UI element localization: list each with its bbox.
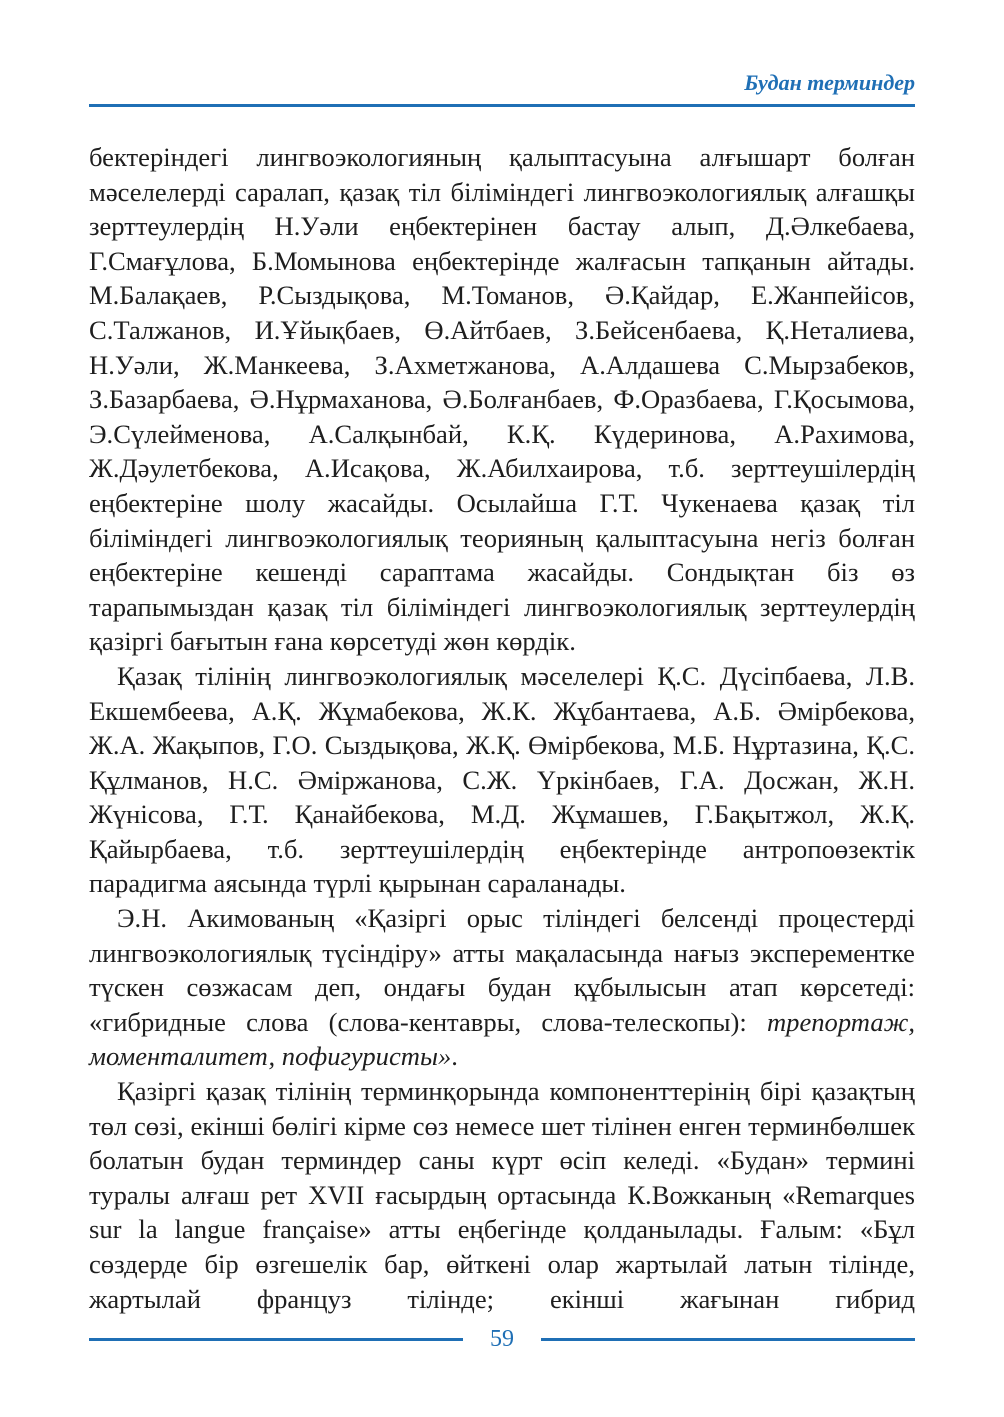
paragraph-3-text: Э.Н. Акимованың «Қазіргі орыс тіліндегі белсенді процестерді лингвоэкологиялық түсіндіру» атты мақаласында нағыз эксперементке түскен сөзжасам деп, ондағы будан құбылысын атап көрсетеді: «гибридные слова (слова-кентавры, слова-телескопы): (89, 903, 915, 1037)
running-header-title: Будан терминдер (744, 70, 915, 95)
paragraph-3-italic-examples: трепортаж, моменталитет, пофигуристы» (89, 1006, 915, 1072)
paragraph-3 (89, 901, 915, 1074)
paragraph-2: Қазақ тілінің лингвоэкологиялық мәселелері Қ.С. Дүсіпбаева, Л.В. Екшембеева, А.Қ. Жұмабекова, Ж.К. Жұбантаева, А.Б. Әмірбекова, Ж.А. Жақыпов, Г.О. Сыздықова, Ж.Қ. Өмірбекова, М.Б. Нұртазина, Қ.С. Құлманов, Н.С. Әміржанова, С.Ж. Үркінбаев, Г.А. Досжан, Ж.Н. Жүнісова, Г.Т. Қанайбекова, М.Д. Жұмашев, Г.Бақытжол, Ж.Қ. Қайырбаева, т.б. зерттеушілердің еңбектерінде антропоөзектік парадигма аясында түрлі қырынан сараланады. (89, 660, 915, 899)
header-divider (89, 104, 915, 107)
page-body (89, 140, 915, 1351)
paragraph-4: Қазіргі қазақ тілінің терминқорында компоненттерінің бірі қазақтың төл сөзі, екінші бөлігі кірме сөз немесе шет тілінен енген терминбөлшек болатын будан терминдер саны күрт өсіп келеді. «Будан» термині туралы алғаш рет XVII ғасырдың ортасында К.Вожканың «Remarques sur la langue française» атты еңбегінде қолданылады. Ғалым: «Бұл сөздерде бір өзгешелік бар, өйткені олар жартылай латын тілінде, жартылай француз тілінде; екінші жағынан гибрид (89, 1076, 915, 1314)
paragraph-3-end: . (451, 1041, 458, 1072)
page-number: 59 (490, 1326, 514, 1352)
footer-divider-right (541, 1338, 915, 1341)
paragraph-1: бектеріндегі лингвоэкологияның қалыптасуына алғышарт болған мәселелерді саралап, қазақ тіл біліміндегі лингвоэкологиялық алғашқы зерттеулердің Н.Уәли еңбектерінен бастау алып, Д.Әлкебаева, Г.Смағұлова, Б.Момынова еңбектерінде жалғасын тапқанын айтады. М.Балақаев, Р.Сыздықова, М.Томанов, Ә.Қайдар, Е.Жанпейісов, С.Талжанов, И.Ұйықбаев, Ө.Айтбаев, З.Бейсенбаева, Қ.Неталиева, Н.Уәли, Ж.Манкеева, З.Ахметжанова, А.Алдашева С.Мырзабеков, З.Базарбаева, Ә.Нұрмаханова, Ә.Болғанбаев, Ф.Оразбаева, Г.Қосымова, Э.Сүлейменова, А.Салқынбай, К.Қ. Күдеринова, А.Рахимова, Ж.Дәулетбекова, А.Исақова, Ж.Абилхаирова, т.б. зерттеушілердің еңбектеріне шолу жасайды. Осылайша Г.Т. Чукенаева қазақ тіл біліміндегі лингвоэкологиялық теорияның қалыптасуына негіз болған еңбектеріне кешенді сараптама жасайды. Сондықтан біз өз тарапымыздан қазақ тіл біліміндегі лингвоэкологиялық зерттеулердің қазіргі бағытын ғана көрсетуді жөн көрдік. (89, 142, 915, 657)
footer-divider-left (89, 1338, 463, 1341)
